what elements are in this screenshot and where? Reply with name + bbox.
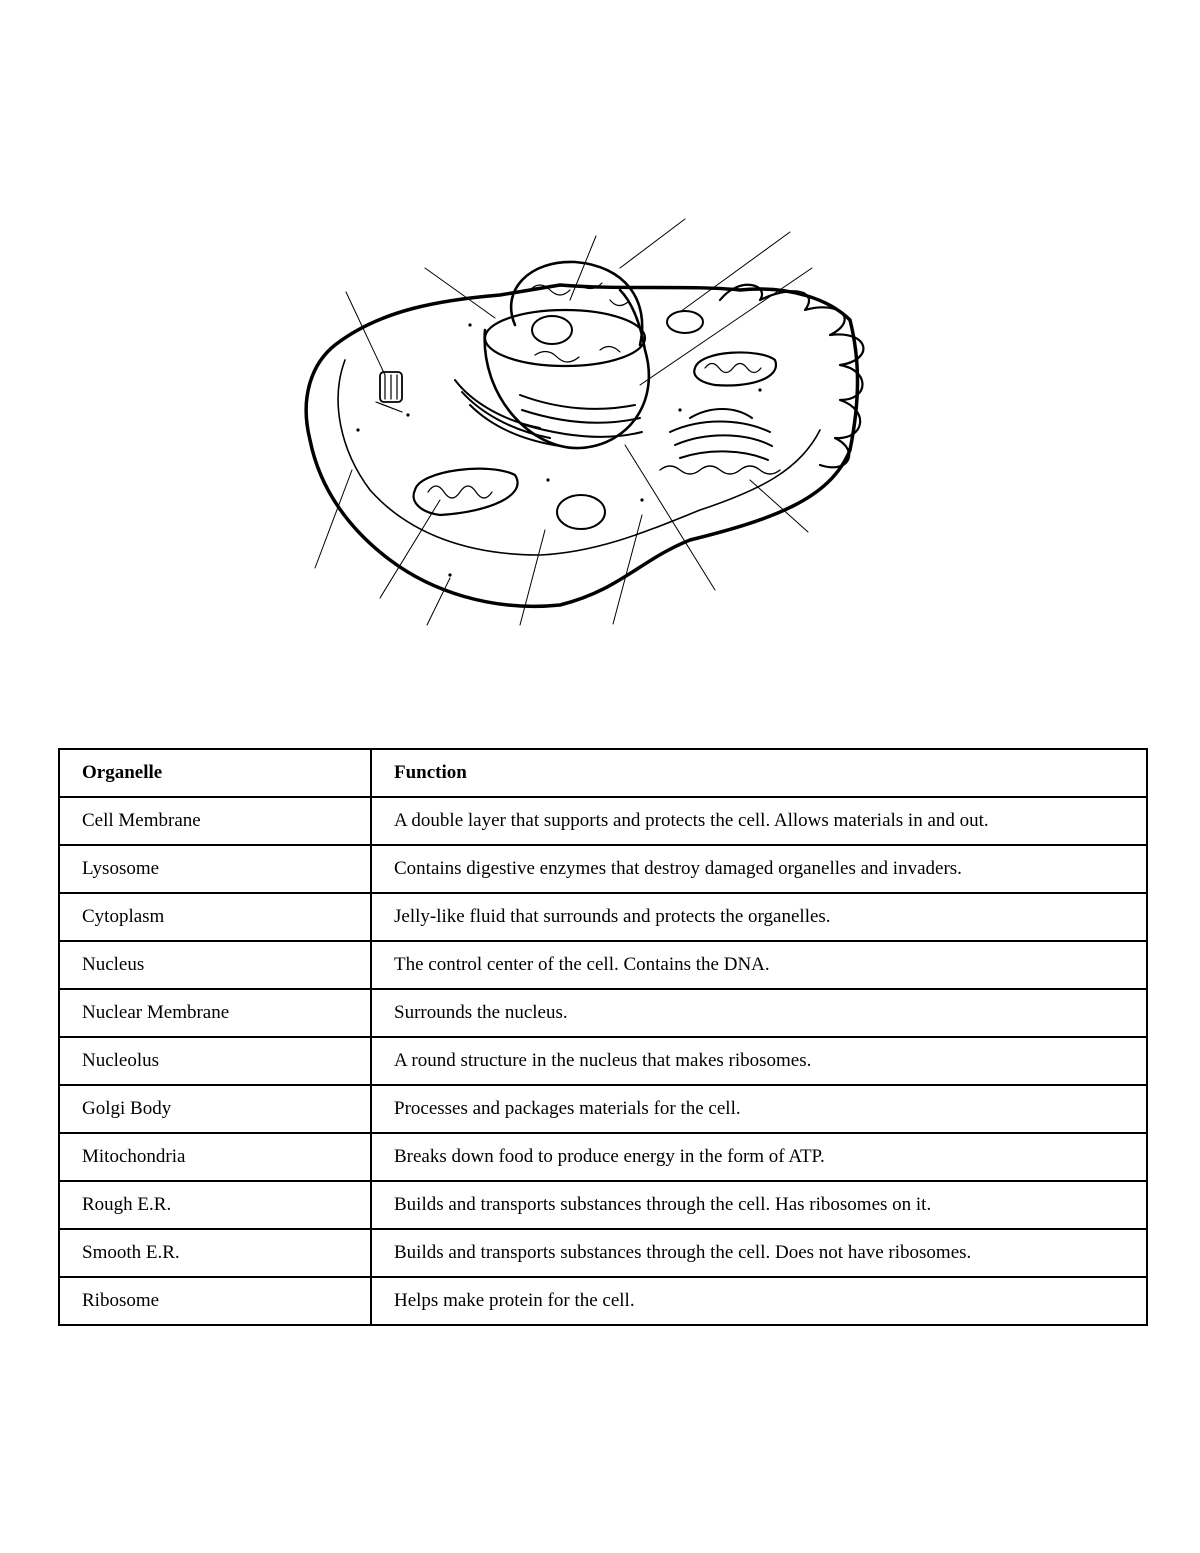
mitochondrion-right [694, 352, 776, 385]
function-cell: Processes and packages materials for the cell. [371, 1085, 1147, 1133]
function-cell: Contains digestive enzymes that destroy damaged organelles and invaders. [371, 845, 1147, 893]
table-row [59, 1133, 1147, 1181]
organelle-cell: Mitochondria [59, 1133, 371, 1181]
golgi-stack [670, 409, 772, 460]
function-cell: Builds and transports substances through the cell. Has ribosomes on it. [371, 1181, 1147, 1229]
organelle-cell: Cell Membrane [59, 797, 371, 845]
ribosome-dot [406, 413, 409, 416]
nucleolus-shape [532, 316, 572, 344]
mitochondrion-left-cristae [428, 486, 492, 498]
organelle-column-header: Organelle [59, 749, 371, 797]
table-row [59, 941, 1147, 989]
table-row [59, 797, 1147, 845]
ribosome-dot [356, 428, 359, 431]
table-header-row [59, 749, 1147, 797]
nucleus-dome [511, 262, 642, 345]
function-cell: A double layer that supports and protects the cell. Allows materials in and out. [371, 797, 1147, 845]
organelle-cell: Rough E.R. [59, 1181, 371, 1229]
ribosome-dot [758, 388, 761, 391]
organelle-cell: Nuclear Membrane [59, 989, 371, 1037]
table-row [59, 1181, 1147, 1229]
animal-cell-diagram [290, 210, 900, 650]
ribosome-dot [448, 573, 451, 576]
table-row [59, 1277, 1147, 1325]
table-row [59, 1085, 1147, 1133]
cytoplasm-rim [338, 360, 820, 555]
function-cell: A round structure in the nucleus that makes ribosomes. [371, 1037, 1147, 1085]
organelle-cell: Cytoplasm [59, 893, 371, 941]
organelle-cell: Smooth E.R. [59, 1229, 371, 1277]
golgi-vesicles [660, 466, 780, 474]
table-row [59, 1037, 1147, 1085]
ribosome-dot [640, 498, 643, 501]
function-cell: Builds and transports substances through the cell. Does not have ribosomes. [371, 1229, 1147, 1277]
organelle-function-table [58, 748, 1148, 1326]
chromatin-squiggles [530, 283, 628, 362]
membrane-folds [720, 285, 863, 468]
function-cell: Jelly-like fluid that surrounds and protects the organelles. [371, 893, 1147, 941]
table-row [59, 845, 1147, 893]
organelle-cell: Nucleolus [59, 1037, 371, 1085]
function-cell: Surrounds the nucleus. [371, 989, 1147, 1037]
ribosome-dot [468, 323, 471, 326]
cell-membrane-outline [306, 285, 857, 606]
ribosome-dot [678, 408, 681, 411]
table-row [59, 893, 1147, 941]
organelle-cell: Ribosome [59, 1277, 371, 1325]
function-column-header: Function [371, 749, 1147, 797]
organelle-cell: Nucleus [59, 941, 371, 989]
table-row [59, 989, 1147, 1037]
organelle-cell: Lysosome [59, 845, 371, 893]
ribosome-dot [546, 478, 549, 481]
mitochondrion-left [414, 469, 518, 515]
rough-er-folds [455, 380, 642, 446]
table-row [59, 1229, 1147, 1277]
function-cell: Breaks down food to produce energy in the form of ATP. [371, 1133, 1147, 1181]
vesicle-shape [667, 311, 703, 333]
lysosome-shape [557, 495, 605, 529]
function-cell: The control center of the cell. Contains the DNA. [371, 941, 1147, 989]
mitochondrion-right-cristae [705, 364, 761, 373]
organelle-cell: Golgi Body [59, 1085, 371, 1133]
function-cell: Helps make protein for the cell. [371, 1277, 1147, 1325]
